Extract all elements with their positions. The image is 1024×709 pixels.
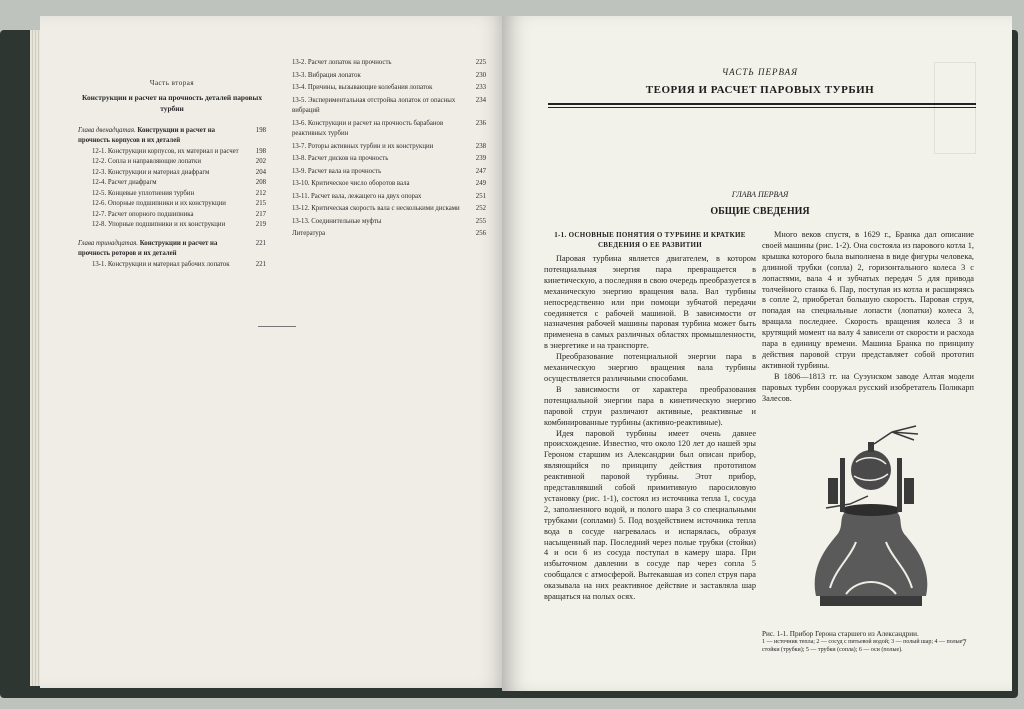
toc-row bbox=[292, 119, 486, 140]
title-rule bbox=[548, 103, 976, 105]
figure-caption bbox=[762, 630, 974, 654]
toc-row bbox=[292, 71, 486, 82]
toc-entry-text: 13-11. Расчет вала, лежащего на двух опорах bbox=[292, 192, 422, 200]
toc-page-number: 219 bbox=[255, 221, 266, 228]
chapter-title: ОБЩИЕ СВЕДЕНИЯ bbox=[710, 206, 810, 217]
part-label: ЧАСТЬ ПЕРВАЯ bbox=[721, 67, 799, 77]
toc-entry-text: 12-1. Конструкции корпусов, их материал и расчет bbox=[92, 147, 239, 155]
page-number: 7 bbox=[962, 638, 967, 648]
toc-chapter-title: Конструкции и расчет на прочность роторов и их деталей bbox=[78, 239, 218, 257]
toc-row bbox=[78, 260, 266, 271]
toc-entry-text: 13-10. Критическое число оборотов вала bbox=[292, 180, 410, 187]
toc-row bbox=[78, 189, 266, 200]
toc-row bbox=[292, 96, 486, 117]
toc-row bbox=[78, 220, 266, 231]
toc-entry-text: 13-4. Причины, вызывающие колебания лопаток bbox=[292, 84, 433, 91]
toc-entry-text: 13-1. Конструкции и материал рабочих лопаток bbox=[92, 260, 230, 268]
toc-page-number: 252 bbox=[475, 205, 486, 212]
toc-entry-text: 13-3. Вибрация лопаток bbox=[292, 71, 361, 79]
toc-row bbox=[292, 179, 486, 190]
toc-entry-text: Литература bbox=[292, 230, 326, 237]
toc-page-number: 204 bbox=[255, 168, 266, 176]
toc-chapter-row bbox=[78, 239, 266, 260]
toc-row bbox=[292, 204, 486, 215]
toc-chapter-label: Глава тринадцатая. bbox=[78, 239, 138, 247]
toc-part-label: Часть вторая bbox=[149, 79, 195, 87]
body-paragraph: Паровая турбина является двигателем, в котором потенциальная энергия пара превращается в кинетическую, а последняя в свою очередь преобразуется в механическую энергию вращения вала. Вал турбины непосредственно или при помощи зубчатой передачи соединяется с рабочей машиной. В зависимости от назначения рабочей машины паровая турбина может быть применена в самых различных областях промышленности, в энергетике и на транспорте. bbox=[544, 254, 756, 351]
toc-page-number: 249 bbox=[475, 180, 486, 187]
toc-page-number: 233 bbox=[475, 84, 486, 91]
body-paragraph: Много веков спустя, в 1629 г., Бранка дал описание своей машины (рис. 1-2). Она состояла из парового котла 1, крышка которого была выполнена в виде фигуры человека, длинной трубки (сопла) 2, горизонтального колеса 3 с лопастями, вала 4 и зубчатых передач 5 для привода толчейного станка 6. Пар, поступая из котла и расширяясь в сопле 2, приобретал большую скорость. Паровая струя, попадая на специальные лопасти (лопатки) колеса 3, вращала последнее. Скорость вращения колеса 3 и крутящий момент на валу 4 зависели от скорости и расхода пара в единицу времени. Машина Бранка по принципу действия паровой струи представляет собой прототип активной турбины. bbox=[762, 230, 974, 370]
toc-entry-text: 12-2. Сопла и направляющие лопатки bbox=[92, 158, 201, 165]
toc-page-number: 234 bbox=[475, 96, 486, 104]
toc-page-number: 208 bbox=[255, 179, 266, 186]
toc-row bbox=[292, 167, 486, 178]
toc-row bbox=[78, 147, 266, 158]
toc-entry-text: 13-8. Расчет дисков на прочность bbox=[292, 155, 389, 162]
toc-row bbox=[78, 178, 266, 189]
toc-page-number: 198 bbox=[255, 126, 266, 134]
toc-chapter-title: Конструкции и расчет на прочность корпусов и их деталей bbox=[78, 126, 216, 144]
toc-entry-text: 12-5. Концевые уплотнения турбин bbox=[92, 189, 195, 197]
toc-entry-text: 13-2. Расчет лопаток на прочность bbox=[292, 59, 392, 66]
section-title: 1-1. ОСНОВНЫЕ ПОНЯТИЯ О ТУРБИНЕ И КРАТКИЕ СВЕДЕНИЯ О ЕЕ РАЗВИТИИ bbox=[554, 231, 746, 249]
toc-entry-text: 13-13. Соединительные муфты bbox=[292, 217, 382, 225]
chapter-label: ГЛАВА ПЕРВАЯ bbox=[731, 190, 789, 199]
body-paragraph: Преобразование потенциальной энергии пара в механическую энергию вращения вала турбины осуществляется различными способами. bbox=[544, 352, 756, 383]
toc-chapter-row bbox=[78, 126, 266, 147]
toc-page-number: 198 bbox=[255, 147, 266, 155]
text-column-2 bbox=[762, 230, 974, 405]
toc-page-number: 225 bbox=[475, 59, 486, 66]
toc-row bbox=[292, 192, 486, 203]
toc-entry-text: 12-6. Опорные подшипники и их конструкции bbox=[92, 200, 226, 207]
toc-row bbox=[292, 142, 486, 153]
toc-page-number: 251 bbox=[475, 192, 486, 200]
toc-page-number: 217 bbox=[255, 210, 266, 218]
title-rule-thin bbox=[548, 107, 976, 108]
toc-row bbox=[292, 154, 486, 165]
body-paragraph: В 1806—1813 гг. на Суэунском заводе Алтая модели паровых турбин сооружал русский изобретатель Поликарп Залесов. bbox=[762, 371, 974, 403]
toc-page-number: 221 bbox=[255, 260, 266, 268]
toc-page-number: 230 bbox=[475, 71, 486, 79]
figure-caption-legend: 1 — источник тепла; 2 — сосуд с питьевой водой; 3 — полый шар; 4 — полые стойки (трубки); 5 — трубки (сопла); 6 — оси (полые). bbox=[762, 639, 963, 653]
toc-list-1 bbox=[78, 126, 266, 271]
toc-entry-text: 12-3. Конструкции и материал диафрагм bbox=[92, 168, 210, 176]
toc-page-number: 255 bbox=[475, 217, 486, 225]
toc-page-number: 215 bbox=[255, 200, 266, 207]
toc-entry-text: 13-12. Критическая скорость вала с несколькими дисками bbox=[292, 205, 460, 212]
divider-line bbox=[258, 326, 296, 327]
toc-entry-text: 13-9. Расчет вала на прочность bbox=[292, 167, 382, 175]
toc-page-number: 202 bbox=[255, 158, 266, 165]
figure-caption-title: Рис. 1-1. Прибор Герона старшего из Александрии. bbox=[762, 630, 919, 638]
toc-row bbox=[78, 210, 266, 221]
text-column-1 bbox=[544, 254, 756, 603]
toc-row bbox=[292, 58, 486, 69]
body-paragraph: В зависимости от характера преобразования потенциальной энергии пара в кинетическую энергию паровой струи различают активные, реактивные и комбинированные турбины (активно-реактивные). bbox=[544, 384, 756, 427]
toc-entry-text: 13-7. Роторы активных турбин и их конструкции bbox=[292, 142, 434, 150]
toc-entry-text: 13-5. Экспериментальная отстройка лопаток от опасных вибраций bbox=[292, 96, 456, 114]
toc-column-1 bbox=[78, 78, 266, 270]
heron-aeolipile-figure bbox=[806, 418, 936, 614]
toc-entry-text: 12-4. Расчет диафрагм bbox=[92, 179, 157, 186]
toc-page-number: 247 bbox=[475, 167, 486, 175]
toc-row bbox=[78, 157, 266, 168]
toc-entry-text: 12-8. Упорные подшипники и их конструкции bbox=[92, 221, 226, 228]
toc-row bbox=[292, 83, 486, 94]
toc-page-number: 236 bbox=[475, 119, 486, 127]
toc-row bbox=[292, 229, 486, 240]
toc-page-number: 238 bbox=[475, 142, 486, 150]
toc-page-number: 221 bbox=[255, 239, 266, 247]
toc-row bbox=[78, 199, 266, 210]
toc-chapter-label: Глава двенадцатая. bbox=[78, 126, 136, 134]
toc-part-title: Конструкции и расчет на прочность деталей паровых турбин bbox=[81, 92, 263, 113]
toc-page-number: 256 bbox=[475, 230, 486, 237]
toc-row bbox=[78, 168, 266, 179]
body-paragraph: Идея паровой турбины имеет очень давнее происхождение. Известно, что около 120 лет до нашей эры Героном старшим из Александрии был описан прибор, являющийся по принципу действия прототипом реактивной паровой турбины. Этот прибор, представлявший собой примитивную паросиловую установку (рис. 1-1), состоял из источника тепла 1, сосуда 2, заполненного водой, и полого шара 3 со специальными трубками (соплами) 5. Под воздействием источника тепла вода в сосуде нагревалась и испарялась, образуя насыщенный пар. Последний через полые трубки (стойки) 4 и оси 6 из сосуда поступал в камеру шара. При избыточном давлении в сосуде пар через сопла 5 сообщался с атмосферой. Вытекавшая из сопел струя пара оказывала на них реактивное действие и заставляла шар вращаться на полых осях. bbox=[544, 428, 756, 602]
toc-entry-text: 12-7. Расчет опорного подшипника bbox=[92, 210, 194, 218]
toc-list-2 bbox=[292, 58, 486, 240]
toc-page-number: 212 bbox=[255, 189, 266, 197]
toc-entry-text: 13-6. Конструкции и расчет на прочность барабанов реактивных турбин bbox=[292, 119, 444, 137]
toc-column-2 bbox=[292, 58, 486, 242]
part-title: ТЕОРИЯ И РАСЧЕТ ПАРОВЫХ ТУРБИН bbox=[645, 84, 875, 96]
toc-page-number: 239 bbox=[475, 155, 486, 162]
toc-row bbox=[292, 217, 486, 228]
